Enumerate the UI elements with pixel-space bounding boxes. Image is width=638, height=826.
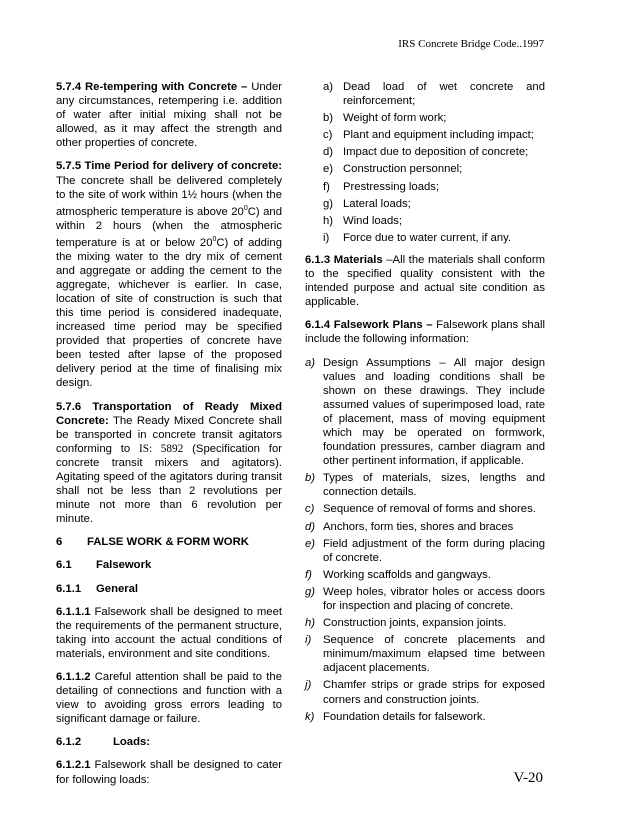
list-text: Plant and equipment including impact; bbox=[343, 129, 534, 142]
list-text: Anchors, form ties, shores and braces bbox=[323, 520, 514, 533]
list-item bbox=[305, 80, 545, 108]
list-item bbox=[305, 678, 545, 706]
list-marker: h) bbox=[305, 617, 316, 630]
superscript-0: 0 bbox=[243, 204, 248, 212]
list-item bbox=[305, 471, 545, 499]
text-6-1-1-1: Falsework shall be designed to meet the requirements of the permanent structure, taking into account the actual conditions of materials, environment and site conditions. bbox=[56, 605, 282, 660]
list-marker: b) bbox=[305, 472, 316, 485]
list-marker: e) bbox=[323, 163, 334, 176]
heading-6-1-4: 6.1.4 Falsework Plans – bbox=[305, 319, 433, 332]
list-item bbox=[305, 162, 545, 176]
section-number: 6.1.1 bbox=[56, 582, 82, 595]
list-text: Foundation details for falsework. bbox=[323, 710, 486, 723]
running-header: IRS Concrete Bridge Code..1997 bbox=[398, 38, 544, 50]
list-marker: d) bbox=[323, 146, 334, 159]
heading-5-7-5: 5.7.5 Time Period for delivery of concrete: bbox=[56, 160, 282, 173]
list-marker: a) bbox=[305, 356, 316, 369]
list-text: Prestressing loads; bbox=[343, 180, 440, 193]
text-5-7-5-c: C) of adding the mixing water to the dry mix of cement and aggregate or adding the cement to the aggregate, whichever is earlier. In case, location of site of construction is such that this time period is considered inadequate, increased time period may be specified provided that properties of concrete have been tested after lapse of the proposed delivery period at the time of finalising mix design. bbox=[56, 236, 283, 390]
list-text: Wind loads; bbox=[343, 214, 403, 227]
loads-list bbox=[305, 80, 545, 245]
text-6-1-3: –All the materials shall conform to the specified quality consistent with the intended purpose and actual site condition as applicable. bbox=[305, 253, 545, 309]
heading-6-1-2-1: 6.1.2.1 bbox=[56, 759, 91, 772]
text-5-7-5-b: C) and within 2 hours (when the atmospheric temperature is at or below 20 bbox=[56, 205, 282, 249]
list-item bbox=[305, 111, 545, 125]
list-item bbox=[305, 180, 545, 194]
list-marker: h) bbox=[323, 214, 334, 227]
list-text: Weight of form work; bbox=[343, 112, 447, 125]
heading-6-1 bbox=[56, 558, 282, 572]
heading-6-1-2 bbox=[56, 735, 282, 749]
list-marker: j) bbox=[305, 679, 312, 692]
text-5-7-4: Under any circumstances, retempering i.e. addition of water after initial mixing shall not be allowed, as it may affect the strength and other properties of concrete. bbox=[56, 81, 282, 150]
heading-6 bbox=[56, 535, 282, 549]
list-marker: g) bbox=[305, 585, 316, 598]
para-6-1-1-1 bbox=[56, 605, 282, 661]
list-item bbox=[305, 616, 545, 630]
list-item bbox=[305, 710, 545, 724]
heading-6-1-1 bbox=[56, 582, 282, 596]
text-5-7-6-a: The Ready Mixed Concrete shall be transported in concrete transit agitators conforming to bbox=[56, 414, 282, 455]
list-text: Working scaffolds and gangways. bbox=[323, 568, 491, 581]
list-item bbox=[305, 214, 545, 228]
list-item bbox=[305, 568, 545, 582]
falsework-plan-list bbox=[305, 356, 545, 724]
heading-6-1-3: 6.1.3 Materials bbox=[305, 253, 383, 266]
heading-6-1-1-1: 6.1.1.1 bbox=[56, 605, 91, 618]
para-6-1-1-2 bbox=[56, 670, 282, 726]
para-6-1-3 bbox=[305, 253, 545, 309]
list-marker: i) bbox=[305, 634, 312, 647]
list-marker: d) bbox=[305, 520, 316, 533]
section-title: Loads: bbox=[113, 736, 151, 749]
text-6-1-4: Falsework plans shall include the following information: bbox=[305, 319, 545, 346]
list-marker: g) bbox=[323, 197, 334, 210]
list-text: Force due to water current, if any. bbox=[343, 231, 512, 244]
list-item bbox=[305, 145, 545, 159]
list-text: Lateral loads; bbox=[343, 197, 411, 210]
section-title: Falsework bbox=[96, 559, 152, 572]
para-5-7-6 bbox=[56, 400, 282, 527]
list-marker: i) bbox=[323, 231, 330, 244]
list-marker: c) bbox=[305, 503, 315, 516]
left-column bbox=[56, 80, 282, 796]
list-item bbox=[305, 633, 545, 675]
para-5-7-4 bbox=[56, 80, 282, 150]
list-item bbox=[305, 537, 545, 565]
is-code: IS: 5892 bbox=[139, 442, 184, 455]
list-text: Sequence of removal of forms and shores. bbox=[323, 503, 536, 516]
para-6-1-2-1 bbox=[56, 758, 282, 786]
text-5-7-5-a: The concrete shall be delivered completely to the site of work within 1½ hours (when the atmospheric temperature is above 20 bbox=[56, 174, 282, 218]
heading-6-1-1-2: 6.1.1.2 bbox=[56, 671, 91, 683]
list-text: Field adjustment of the form during placing of concrete. bbox=[323, 537, 545, 564]
heading-5-7-6: 5.7.6 Transportation of Ready Mixed Concrete: bbox=[56, 400, 282, 427]
list-item bbox=[305, 128, 545, 142]
list-item bbox=[305, 520, 545, 534]
list-item bbox=[305, 197, 545, 211]
list-item bbox=[305, 585, 545, 613]
list-item bbox=[305, 502, 545, 516]
list-marker: a) bbox=[323, 81, 334, 93]
section-title: General bbox=[96, 582, 139, 595]
list-text: Design Assumptions – All major design values and loading conditions shall be shown on these drawings. They include assumed values of superimposed load, rate of placement, mass of moving equipment which may be operated on formwork, foundation pressures, camber diagram and other pertinent information, if applicable. bbox=[323, 356, 545, 468]
list-text: Weep holes, vibrator holes or access doors for inspection and placing of concrete. bbox=[323, 585, 545, 612]
right-column bbox=[305, 80, 545, 727]
list-marker: b) bbox=[323, 112, 334, 125]
para-6-1-4 bbox=[305, 318, 545, 346]
list-text: Chamfer strips or grade strips for exposed corners and construction joints. bbox=[323, 679, 545, 706]
page-number: V-20 bbox=[513, 770, 543, 786]
list-marker: k) bbox=[305, 710, 315, 723]
para-5-7-5 bbox=[56, 159, 282, 390]
superscript-0: 0 bbox=[212, 235, 217, 243]
section-number: 6.1 bbox=[56, 559, 72, 572]
section-number: 6 bbox=[56, 536, 63, 549]
section-number: 6.1.2 bbox=[56, 736, 82, 749]
text-6-1-2-1: Falsework shall be designed to cater for following loads: bbox=[56, 759, 282, 786]
list-marker: c) bbox=[323, 129, 333, 142]
heading-5-7-4: 5.7.4 Re-tempering with Concrete – bbox=[56, 81, 248, 93]
list-marker: f) bbox=[305, 568, 312, 581]
text-6-1-1-2: Careful attention shall be paid to the detailing of connections and function with a view to avoiding gross errors leading to significant damage or failure. bbox=[56, 671, 282, 726]
list-marker: e) bbox=[305, 537, 316, 550]
list-item bbox=[305, 356, 545, 469]
list-text: Construction personnel; bbox=[343, 163, 463, 176]
list-text: Sequence of concrete placements and minimum/maximum elapsed time between adjacent placements. bbox=[323, 634, 545, 675]
list-text: Types of materials, sizes, lengths and connection details. bbox=[323, 472, 545, 499]
list-marker: f) bbox=[323, 180, 330, 193]
list-text: Dead load of wet concrete and reinforcement; bbox=[343, 81, 545, 108]
section-title: FALSE WORK & FORM WORK bbox=[87, 536, 249, 549]
list-text: Construction joints, expansion joints. bbox=[323, 617, 507, 630]
list-item bbox=[305, 231, 545, 245]
text-5-7-6-b: (Specification for concrete transit mixers and agitators). Agitating speed of the agitators during transit shall not be less than 2 revolutions per minute not more than 6 revolution per minute. bbox=[56, 442, 282, 526]
list-text: Impact due to deposition of concrete; bbox=[343, 146, 529, 159]
